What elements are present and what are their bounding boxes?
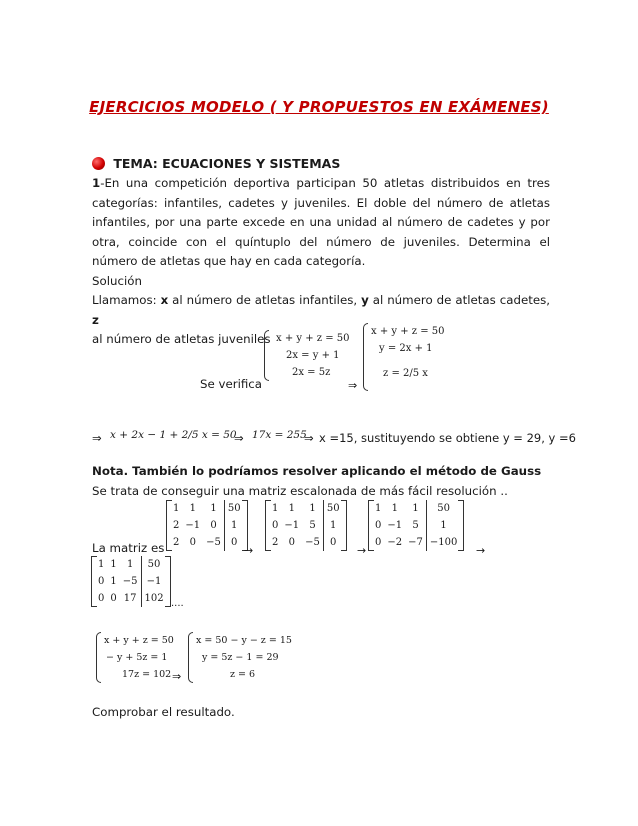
matrix-cell: −5: [206, 537, 221, 548]
matrix-cell: 1: [412, 503, 419, 514]
matrix-1: [170, 500, 244, 551]
matrix-cell: 1: [126, 559, 134, 570]
matrix-cell: 2: [272, 537, 279, 548]
matrix-row: [372, 500, 460, 517]
equation-system-3: [104, 632, 174, 683]
brace-symbol: [264, 330, 269, 381]
matrix-cell: 1: [426, 517, 460, 534]
arrow-symbol: →: [476, 544, 486, 557]
matrix-cell: 1: [391, 503, 398, 514]
matrix-cell: 50: [323, 500, 342, 517]
solution-intro-cont: al número de atletas juveniles: [92, 332, 271, 346]
matrix-cell: 0: [288, 537, 295, 548]
matrix-cell: 0: [375, 520, 382, 531]
matrix-cell: 0: [98, 576, 105, 587]
matrix-cell: 1: [210, 503, 217, 514]
check-result-text: Comprobar el resultado.: [92, 705, 235, 719]
matrix-cell: 1: [189, 503, 196, 514]
problem-number: 1: [92, 176, 101, 190]
note-title: Nota. También lo podríamos resolver aplicando el método de Gauss: [92, 464, 542, 478]
implies-symbol: ⇒: [348, 379, 358, 392]
equation-row: 17z = 102: [122, 669, 172, 680]
implies-symbol: ⇒: [304, 431, 314, 445]
matrix-cell: 50: [224, 500, 243, 517]
matrix-cell: −1: [387, 520, 403, 531]
matrix-2: [269, 500, 343, 551]
solution-intro: Llamamos: x al número de atletas infantiles, y al número de atletas cadetes, z: [92, 293, 550, 327]
matrix-row: [269, 517, 343, 534]
equation-row: x + y + z = 50: [371, 326, 445, 337]
matrix-cell: 1: [288, 503, 295, 514]
solution-label: Solución: [92, 273, 142, 288]
matrix-row: [372, 534, 460, 551]
topic-label: TEMA: ECUACIONES Y SISTEMAS: [113, 156, 341, 171]
matrix-cell: 50: [141, 556, 167, 573]
arrow-symbol: →: [357, 544, 367, 557]
implies-symbol: ⇒: [92, 431, 102, 445]
equation-row: − y + 5z = 1: [106, 652, 168, 663]
note-block: [92, 462, 550, 501]
matrix-row: [170, 500, 244, 517]
matrix-cell: −1: [284, 520, 300, 531]
matrix-cell: 0: [189, 537, 196, 548]
matrix-cell: 1: [224, 517, 243, 534]
matrix-cell: 0: [98, 593, 105, 604]
matrix-4: [95, 556, 167, 607]
matrix-cell: 2: [173, 537, 180, 548]
equation-row: x + y + z = 50: [104, 635, 174, 646]
matrix-cell: 17: [123, 593, 137, 604]
problem-statement: [92, 174, 550, 350]
matrix-cell: 0: [375, 537, 382, 548]
equation-system-4: [196, 632, 292, 683]
matrix-row: [95, 573, 167, 590]
brace-symbol: [96, 632, 101, 683]
matrix-cell: 5: [412, 520, 419, 531]
equation-row: x + y + z = 50: [276, 333, 350, 344]
matrix-cell: 0: [110, 593, 117, 604]
matrix-cell: 2: [173, 520, 180, 531]
matrix-row: [95, 556, 167, 573]
equation-row: z = 2/5 x: [383, 368, 428, 379]
equation-row: 2x = y + 1: [286, 350, 340, 361]
matrix-cell: 1: [110, 559, 117, 570]
matrix-cell: 1: [272, 503, 279, 514]
implies-symbol: ⇒: [234, 431, 244, 445]
equation-row: z = 6: [230, 669, 256, 680]
matrix-cell: 0: [323, 534, 342, 551]
matrix-row: [269, 500, 343, 517]
matrix-cell: 1: [98, 559, 105, 570]
equation: 17x = 255: [252, 429, 307, 441]
matrix-cell: 0: [272, 520, 279, 531]
result-text: x =15, sustituyendo se obtiene y = 29, y =6: [319, 431, 576, 445]
matrix-cell: −1: [185, 520, 201, 531]
matrix-cell: 1: [375, 503, 382, 514]
matrix-row: [95, 590, 167, 607]
matrix-row: [170, 517, 244, 534]
matrix-cell: −2: [387, 537, 403, 548]
equation: x + 2x − 1 + 2/5 x = 50: [110, 429, 237, 441]
matrix-label: La matriz es: [92, 541, 165, 555]
equation-row: 2x = 5z: [292, 367, 331, 378]
matrix-cell: −100: [426, 534, 460, 551]
equation-row: y = 2x + 1: [379, 343, 433, 354]
matrix-cell: 50: [426, 500, 460, 517]
matrix-row: [269, 534, 343, 551]
substitution-line: [92, 427, 632, 451]
matrix-cell: −5: [305, 537, 320, 548]
matrix-cell: 1: [110, 576, 117, 587]
verify-label: Se verifica: [200, 377, 263, 391]
matrix-cell: 5: [309, 520, 316, 531]
matrix-cell: −5: [122, 576, 138, 587]
matrix-row: [170, 534, 244, 551]
problem-text: -En una competición deportiva participan 50 atletas distribuidos en tres categorías: infantiles, cadetes y juveniles. El doble del número de atletas infantiles, por una parte excede en una unidad al número de cadetes y por otra, coincide con el quíntuplo del número de juveniles. Determina el número de atletas que hay en cada categoría.: [92, 176, 550, 268]
note-text: Se trata de conseguir una matriz escalonada de más fácil resolución ..: [92, 483, 508, 498]
arrow-symbol: →: [244, 544, 254, 557]
matrix-row: [372, 517, 460, 534]
brace-symbol: [363, 323, 368, 391]
page-title: EJERCICIOS MODELO ( Y PROPUESTOS EN EXÁMENES): [89, 98, 549, 116]
matrix-cell: 102: [141, 590, 167, 607]
implies-symbol: ⇒: [172, 670, 182, 683]
equation-row: y = 5z − 1 = 29: [202, 652, 279, 663]
ellipsis: ....: [171, 598, 184, 609]
matrix-3: [372, 500, 460, 551]
matrix-cell: 1: [173, 503, 180, 514]
topic-heading: [92, 156, 340, 171]
equation-row: x = 50 − y − z = 15: [196, 635, 292, 646]
equation-system-2: [367, 323, 457, 391]
red-ball-bullet-icon: [92, 157, 105, 170]
matrix-cell: 0: [224, 534, 243, 551]
matrix-cell: 1: [323, 517, 342, 534]
matrix-cell: −7: [408, 537, 423, 548]
brace-symbol: [188, 632, 193, 683]
matrix-cell: 0: [210, 520, 217, 531]
matrix-cell: −1: [141, 573, 167, 590]
matrix-cell: 1: [309, 503, 316, 514]
